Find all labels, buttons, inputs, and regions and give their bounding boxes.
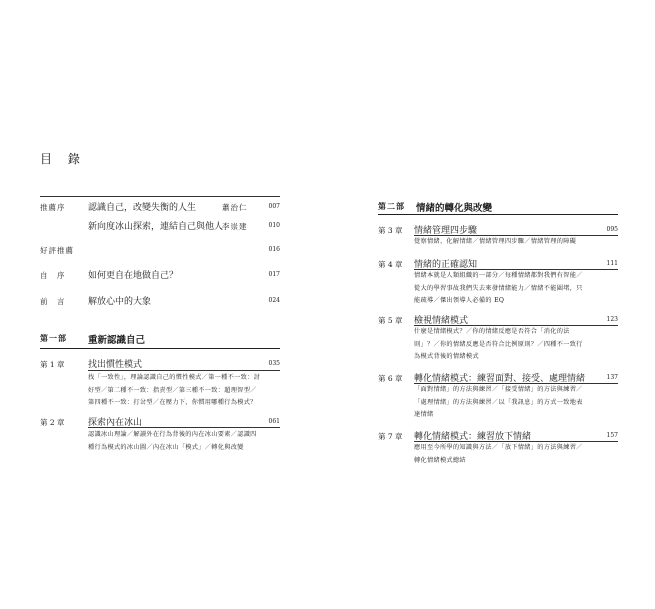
front-title: 認識自己，改變失衡的人生 — [88, 203, 197, 213]
chapter-page: 061 — [268, 418, 280, 425]
chapter-page: 157 — [606, 432, 618, 439]
chapter-title: 檢視情緒模式 — [414, 316, 469, 326]
front-page: 017 — [268, 271, 280, 278]
front-page: 007 — [268, 203, 280, 210]
chapter-summary: 情緒本就是人類組織的一部分／每種情緒都對我們有智能／ 從大的學習事故我們失去來發情緒能力／情緒不能圍堵，只 能疏導／傑出領導人必備的 EQ — [414, 272, 583, 304]
part-title: 重新認識自己 — [88, 335, 146, 346]
front-title: 如何更自在地做自己？ — [88, 271, 179, 281]
part-title: 情緒的轉化與改變 — [416, 203, 493, 214]
chapter-summary: 認識冰山理論／解讀外在行為背後的內在冰山要素／認識四 種行為模式的冰山圖／內在冰山「模式」／轉化與改變 — [88, 431, 257, 451]
front-author: 李崇建 — [222, 222, 248, 231]
chapter-divider — [88, 370, 280, 371]
front-label: 自 序 — [40, 271, 66, 280]
chapter-label: 第 1 章 — [40, 360, 65, 369]
front-label: 推薦序 — [40, 203, 66, 212]
toc-title: 目 錄 — [40, 152, 86, 166]
chapter-title: 情緒管理四步驟 — [414, 226, 478, 236]
chapter-title: 轉化情緒模式：練習面對、接受、處理情緒 — [414, 374, 586, 384]
chapter-label: 第 6 章 — [378, 374, 403, 383]
chapter-title: 情緒的正確認知 — [414, 260, 478, 270]
chapter-summary: 「面對情緒」的方法與練習／「接受情緒」的方法與練習／ 「處理情緒」的方法與練習／以「我訊息」的方式一致地表 達情緒 — [414, 386, 583, 418]
chapter-label: 第 4 章 — [378, 260, 403, 269]
chapter-label: 第 2 章 — [40, 418, 65, 427]
part-divider — [40, 348, 280, 349]
front-page: 010 — [268, 222, 280, 229]
chapter-summary: 找「一致性」，理論認識自己的慣性模式／第一種不一致：討 好型／第二種不一致：指責型／第三種不一致：超理智型／ 第四種不一致：打岔型／在壓力下，你慣用哪種行為模式？ — [88, 374, 261, 406]
front-page: 024 — [268, 297, 280, 304]
chapter-title: 轉化情緒模式：練習放下情緒 — [414, 432, 532, 442]
part-divider — [378, 214, 618, 215]
front-page: 016 — [268, 246, 280, 253]
chapter-page: 035 — [268, 360, 280, 367]
front-author: 蕭治仁 — [222, 203, 248, 212]
part-label: 第一部 — [40, 333, 67, 343]
chapter-label: 第 5 章 — [378, 316, 403, 325]
chapter-title: 探索內在冰山 — [88, 418, 143, 428]
chapter-page: 111 — [606, 260, 618, 267]
front-divider-top — [40, 196, 280, 197]
chapter-label: 第 7 章 — [378, 432, 403, 441]
chapter-divider — [88, 427, 280, 428]
front-title: 新向度冰山探索，連結自己與他人 — [88, 222, 224, 232]
chapter-summary: 應用至今所學的知識與方法／「放下情緒」的方法與練習／ 轉化情緒模式總結 — [414, 444, 583, 464]
chapter-summary: 什麼是情緒模式？／你的情緒反應是否符合「消化的法 則」？／你的情緒反應是否符合比例原則？／四種不一致行 為模式背後的情緒模式 — [414, 328, 583, 360]
front-title: 解放心中的大象 — [88, 297, 152, 307]
front-label: 好評推薦 — [40, 246, 74, 255]
chapter-label: 第 3 章 — [378, 226, 403, 235]
chapter-summary: 覺察情緒、化解情緒／情緒管理四步驟／情緒管理的障礙 — [414, 238, 577, 245]
part-label: 第二部 — [378, 201, 405, 211]
front-label: 前 言 — [40, 297, 66, 306]
chapter-page: 137 — [606, 374, 618, 381]
chapter-page: 095 — [606, 226, 618, 233]
chapter-page: 123 — [606, 316, 618, 323]
chapter-title: 找出慣性模式 — [88, 360, 143, 370]
